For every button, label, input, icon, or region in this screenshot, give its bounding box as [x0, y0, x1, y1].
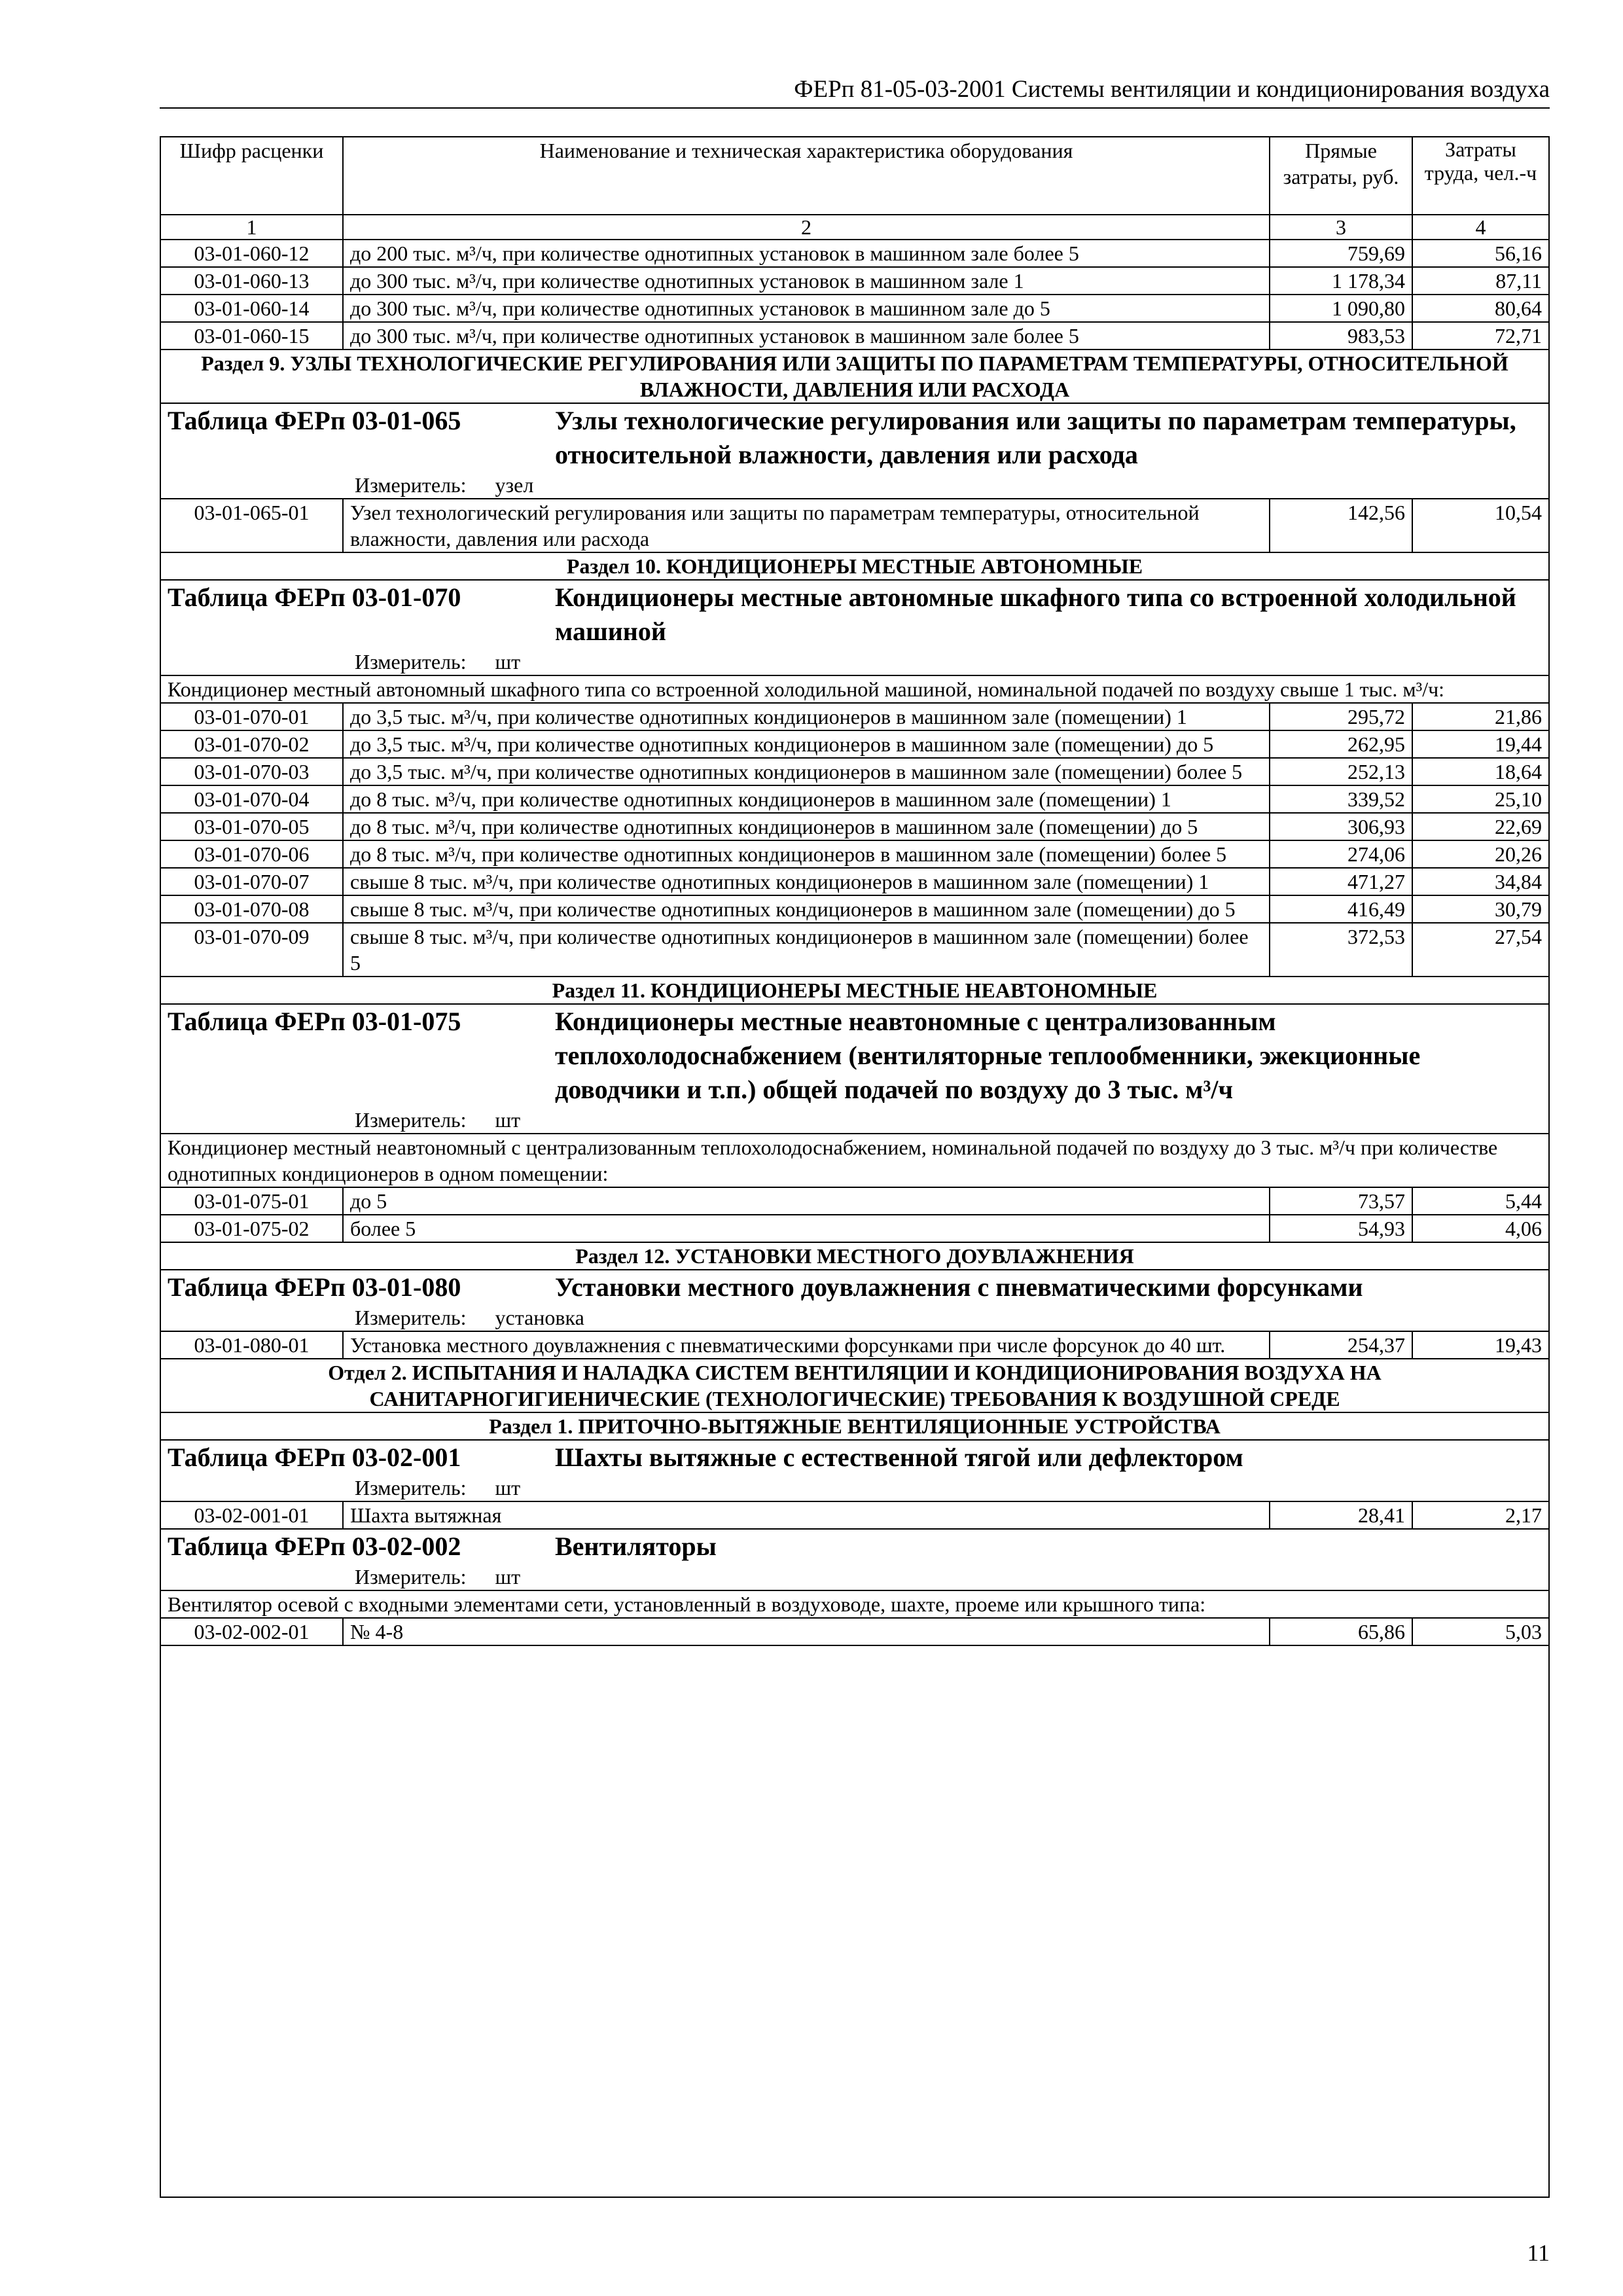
- row-name: до 200 тыс. м³/ч, при количестве однотипных установок в машинном зале более 5: [343, 240, 1270, 267]
- row-name: до 8 тыс. м³/ч, при количестве однотипных кондиционеров в машинном зале (помещении) более 5: [343, 840, 1270, 868]
- measure-label: Измеритель:: [355, 1565, 467, 1588]
- row-cost: 339,52: [1270, 785, 1412, 813]
- row-name: до 8 тыс. м³/ч, при количестве однотипных кондиционеров в машинном зале (помещении) до 5: [343, 813, 1270, 840]
- section-title: Раздел 12. УСТАНОВКИ МЕСТНОГО ДОУВЛАЖНЕНИЯ: [161, 1242, 1548, 1270]
- table-title: Кондиционеры местные автономные шкафного типа со встроенной холодильной машиной: [555, 583, 1516, 646]
- table-header-cell: [161, 580, 1548, 675]
- description-row: [161, 1590, 1548, 1618]
- table-heading: [168, 581, 1542, 649]
- table-row: [161, 240, 1548, 267]
- row-cost: 295,72: [1270, 703, 1412, 730]
- row-cost: 65,86: [1270, 1618, 1412, 1645]
- table-row: [161, 1501, 1548, 1529]
- section-title-row: [161, 552, 1548, 580]
- description: Кондиционер местный автономный шкафного типа со встроенной холодильной машиной, номинальной подачей по воздуху свыше 1 тыс. м³/ч:: [161, 675, 1548, 703]
- section-title-row: [161, 977, 1548, 1004]
- col-number: 3: [1270, 215, 1412, 240]
- row-name: до 300 тыс. м³/ч, при количестве однотипных установок в машинном зале до 5: [343, 295, 1270, 322]
- table-header-row: [161, 1529, 1548, 1590]
- table-header-cell: [161, 1270, 1548, 1331]
- section-title: Раздел 11. КОНДИЦИОНЕРЫ МЕСТНЫЕ НЕАВТОНОМНЫЕ: [161, 977, 1548, 1004]
- table-heading: [168, 1441, 1542, 1475]
- row-code: 03-01-070-07: [161, 868, 343, 895]
- row-code: 03-01-070-03: [161, 758, 343, 785]
- row-name: до 3,5 тыс. м³/ч, при количестве однотипных кондиционеров в машинном зале (помещении) более 5: [343, 758, 1270, 785]
- table-heading: [168, 1270, 1542, 1304]
- row-code: 03-01-075-01: [161, 1187, 343, 1215]
- row-labor: 2,17: [1412, 1501, 1548, 1529]
- row-code: 03-01-065-01: [161, 499, 343, 552]
- table-title: Кондиционеры местные неавтономные с централизованным теплохолодоснабжением (вентиляторные теплообменники, эжекционные доводчики и т.п.) общей подачей по воздуху до 3 тыс. м³/ч: [555, 1007, 1421, 1104]
- rates-table: [161, 137, 1548, 1646]
- table-header-cell: [161, 403, 1548, 499]
- row-labor: 19,44: [1412, 730, 1548, 758]
- row-labor: 5,44: [1412, 1187, 1548, 1215]
- row-labor: 22,69: [1412, 813, 1548, 840]
- table-row: [161, 295, 1548, 322]
- row-code: 03-01-075-02: [161, 1215, 343, 1242]
- row-cost: 73,57: [1270, 1187, 1412, 1215]
- rates-table-body: [161, 137, 1548, 1645]
- section-title-row: [161, 350, 1548, 403]
- col-number: 1: [161, 215, 343, 240]
- table-row: [161, 267, 1548, 295]
- row-cost: 252,13: [1270, 758, 1412, 785]
- description: Кондиционер местный неавтономный с централизованным теплохолодоснабжением, номинальной подачей по воздуху до 3 тыс. м³/ч при количестве однотипных кондиционеров в одном помещении:: [161, 1134, 1548, 1187]
- row-labor: 25,10: [1412, 785, 1548, 813]
- row-name: более 5: [343, 1215, 1270, 1242]
- table-heading: [168, 1530, 1542, 1564]
- measure-line: [168, 1475, 1542, 1501]
- column-number-row: [161, 215, 1548, 240]
- row-name: свыше 8 тыс. м³/ч, при количестве однотипных кондиционеров в машинном зале (помещении) более 5: [343, 923, 1270, 977]
- table-code: Таблица ФЕРп 03-02-002: [168, 1532, 461, 1561]
- table-header-cell: [161, 1529, 1548, 1590]
- row-name: до 300 тыс. м³/ч, при количестве однотипных установок в машинном зале более 5: [343, 322, 1270, 350]
- table-header-cell: [161, 1440, 1548, 1501]
- table-header-row: [161, 1440, 1548, 1501]
- section-title-row: [161, 1412, 1548, 1440]
- row-labor: 4,06: [1412, 1215, 1548, 1242]
- row-cost: 1 090,80: [1270, 295, 1412, 322]
- table-row: [161, 322, 1548, 350]
- row-code: 03-01-070-06: [161, 840, 343, 868]
- rates-table-frame: [160, 136, 1550, 2198]
- col-header-code: Шифр расценки: [161, 137, 343, 215]
- row-cost: 983,53: [1270, 322, 1412, 350]
- table-code: Таблица ФЕРп 03-01-080: [168, 1272, 461, 1302]
- measure-line: [168, 649, 1542, 675]
- row-code: 03-01-060-14: [161, 295, 343, 322]
- row-labor: 21,86: [1412, 703, 1548, 730]
- table-code: Таблица ФЕРп 03-02-001: [168, 1443, 461, 1472]
- row-labor: 5,03: [1412, 1618, 1548, 1645]
- row-code: 03-01-070-04: [161, 785, 343, 813]
- row-name: № 4-8: [343, 1618, 1270, 1645]
- row-code: 03-01-070-02: [161, 730, 343, 758]
- row-name: до 8 тыс. м³/ч, при количестве однотипных кондиционеров в машинном зале (помещении) 1: [343, 785, 1270, 813]
- table-title: Установки местного доувлажнения с пневматическими форсунками: [555, 1272, 1363, 1302]
- col-number: 2: [343, 215, 1270, 240]
- row-labor: 87,11: [1412, 267, 1548, 295]
- measure-unit: шт: [495, 1565, 521, 1588]
- measure-unit: шт: [495, 1108, 521, 1132]
- row-cost: 416,49: [1270, 895, 1412, 923]
- table-heading: [168, 404, 1542, 472]
- measure-unit: шт: [495, 1476, 521, 1499]
- page-number: 11: [1527, 2240, 1550, 2266]
- row-name: Шахта вытяжная: [343, 1501, 1270, 1529]
- description: Вентилятор осевой с входными элементами сети, установленный в воздуховоде, шахте, проеме или крышного типа:: [161, 1590, 1548, 1618]
- table-code: Таблица ФЕРп 03-01-070: [168, 583, 461, 612]
- row-code: 03-01-070-09: [161, 923, 343, 977]
- row-labor: 20,26: [1412, 840, 1548, 868]
- row-cost: 142,56: [1270, 499, 1412, 552]
- measure-line: [168, 1107, 1542, 1133]
- row-cost: 28,41: [1270, 1501, 1412, 1529]
- measure-line: [168, 1304, 1542, 1331]
- col-header-name: Наименование и техническая характеристика оборудования: [343, 137, 1270, 215]
- table-row: [161, 1618, 1548, 1645]
- table-row: [161, 499, 1548, 552]
- column-header-row: [161, 137, 1548, 215]
- table-row: [161, 895, 1548, 923]
- description-row: [161, 1134, 1548, 1187]
- table-header-cell: [161, 1004, 1548, 1134]
- table-header-row: [161, 580, 1548, 675]
- measure-unit: узел: [495, 473, 534, 497]
- table-row: [161, 730, 1548, 758]
- table-title: Вентиляторы: [555, 1532, 717, 1561]
- row-code: 03-01-060-12: [161, 240, 343, 267]
- measure-label: Измеритель:: [355, 650, 467, 673]
- section-title: Раздел 9. УЗЛЫ ТЕХНОЛОГИЧЕСКИЕ РЕГУЛИРОВАНИЯ ИЛИ ЗАЩИТЫ ПО ПАРАМЕТРАМ ТЕМПЕРАТУРЫ, ОТНОСИТЕЛЬНОЙ ВЛАЖНОСТИ, ДАВЛЕНИЯ ИЛИ РАСХОДА: [161, 350, 1548, 403]
- row-name: до 300 тыс. м³/ч, при количестве однотипных установок в машинном зале 1: [343, 267, 1270, 295]
- measure-label: Измеритель:: [355, 1476, 467, 1499]
- section-title-row: [161, 1242, 1548, 1270]
- table-row: [161, 840, 1548, 868]
- description-row: [161, 675, 1548, 703]
- row-labor: 10,54: [1412, 499, 1548, 552]
- col-header-cost: Прямые затраты, руб.: [1270, 137, 1412, 215]
- measure-unit: установка: [495, 1306, 584, 1329]
- row-cost: 759,69: [1270, 240, 1412, 267]
- row-cost: 471,27: [1270, 868, 1412, 895]
- row-cost: 306,93: [1270, 813, 1412, 840]
- row-cost: 254,37: [1270, 1331, 1412, 1359]
- table-title: Шахты вытяжные с естественной тягой или дефлектором: [555, 1443, 1243, 1472]
- row-name: свыше 8 тыс. м³/ч, при количестве однотипных кондиционеров в машинном зале (помещении) 1: [343, 868, 1270, 895]
- measure-label: Измеритель:: [355, 1108, 467, 1132]
- table-heading: [168, 1005, 1542, 1107]
- row-labor: 30,79: [1412, 895, 1548, 923]
- department-title: Отдел 2. ИСПЫТАНИЯ И НАЛАДКА СИСТЕМ ВЕНТИЛЯЦИИ И КОНДИЦИОНИРОВАНИЯ ВОЗДУХА НА САНИТАРНОГИГИЕНИЧЕСКИЕ (ТЕХНОЛОГИЧЕСКИЕ) ТРЕБОВАНИЯ К ВОЗДУШНОЙ СРЕДЕ: [161, 1359, 1548, 1412]
- table-row: [161, 1215, 1548, 1242]
- row-cost: 262,95: [1270, 730, 1412, 758]
- row-name: до 5: [343, 1187, 1270, 1215]
- table-row: [161, 703, 1548, 730]
- row-cost: 54,93: [1270, 1215, 1412, 1242]
- row-code: 03-01-060-13: [161, 267, 343, 295]
- table-code: Таблица ФЕРп 03-01-075: [168, 1007, 461, 1036]
- header-title: ФЕРп 81-05-03-2001 Системы вентиляции и кондиционирования воздуха: [794, 76, 1550, 103]
- row-code: 03-01-080-01: [161, 1331, 343, 1359]
- col-header-labor: Затраты труда, чел.-ч: [1412, 137, 1548, 215]
- row-name: до 3,5 тыс. м³/ч, при количестве однотипных кондиционеров в машинном зале (помещении) до 5: [343, 730, 1270, 758]
- table-row: [161, 923, 1548, 977]
- row-cost: 274,06: [1270, 840, 1412, 868]
- row-code: 03-01-070-01: [161, 703, 343, 730]
- measure-label: Измеритель:: [355, 473, 467, 497]
- row-code: 03-01-060-15: [161, 322, 343, 350]
- row-cost: 1 178,34: [1270, 267, 1412, 295]
- table-code: Таблица ФЕРп 03-01-065: [168, 406, 461, 435]
- table-header-row: [161, 1270, 1548, 1331]
- row-labor: 34,84: [1412, 868, 1548, 895]
- table-row: [161, 1331, 1548, 1359]
- table-header-row: [161, 403, 1548, 499]
- table-row: [161, 785, 1548, 813]
- row-labor: 27,54: [1412, 923, 1548, 977]
- row-labor: 56,16: [1412, 240, 1548, 267]
- table-row: [161, 813, 1548, 840]
- measure-unit: шт: [495, 650, 521, 673]
- table-title: Узлы технологические регулирования или защиты по параметрам температуры, относительной влажности, давления или расхода: [555, 406, 1516, 469]
- table-header-row: [161, 1004, 1548, 1134]
- row-cost: 372,53: [1270, 923, 1412, 977]
- row-labor: 72,71: [1412, 322, 1548, 350]
- row-code: 03-01-070-08: [161, 895, 343, 923]
- table-row: [161, 758, 1548, 785]
- row-code: 03-02-001-01: [161, 1501, 343, 1529]
- row-name: до 3,5 тыс. м³/ч, при количестве однотипных кондиционеров в машинном зале (помещении) 1: [343, 703, 1270, 730]
- row-labor: 80,64: [1412, 295, 1548, 322]
- table-row: [161, 868, 1548, 895]
- row-name: Узел технологический регулирования или защиты по параметрам температуры, относительной влажности, давления или расхода: [343, 499, 1270, 552]
- section-title: Раздел 1. ПРИТОЧНО-ВЫТЯЖНЫЕ ВЕНТИЛЯЦИОННЫЕ УСТРОЙСТВА: [161, 1412, 1548, 1440]
- row-name: Установка местного доувлажнения с пневматическими форсунками при числе форсунок до 40 шт.: [343, 1331, 1270, 1359]
- col-number: 4: [1412, 215, 1548, 240]
- page-header: [160, 72, 1550, 109]
- measure-label: Измеритель:: [355, 1306, 467, 1329]
- section-title: Раздел 10. КОНДИЦИОНЕРЫ МЕСТНЫЕ АВТОНОМНЫЕ: [161, 552, 1548, 580]
- row-labor: 18,64: [1412, 758, 1548, 785]
- department-title-row: [161, 1359, 1548, 1412]
- measure-line: [168, 1564, 1542, 1590]
- row-labor: 19,43: [1412, 1331, 1548, 1359]
- row-code: 03-01-070-05: [161, 813, 343, 840]
- table-row: [161, 1187, 1548, 1215]
- row-name: свыше 8 тыс. м³/ч, при количестве однотипных кондиционеров в машинном зале (помещении) до 5: [343, 895, 1270, 923]
- row-code: 03-02-002-01: [161, 1618, 343, 1645]
- measure-line: [168, 472, 1542, 498]
